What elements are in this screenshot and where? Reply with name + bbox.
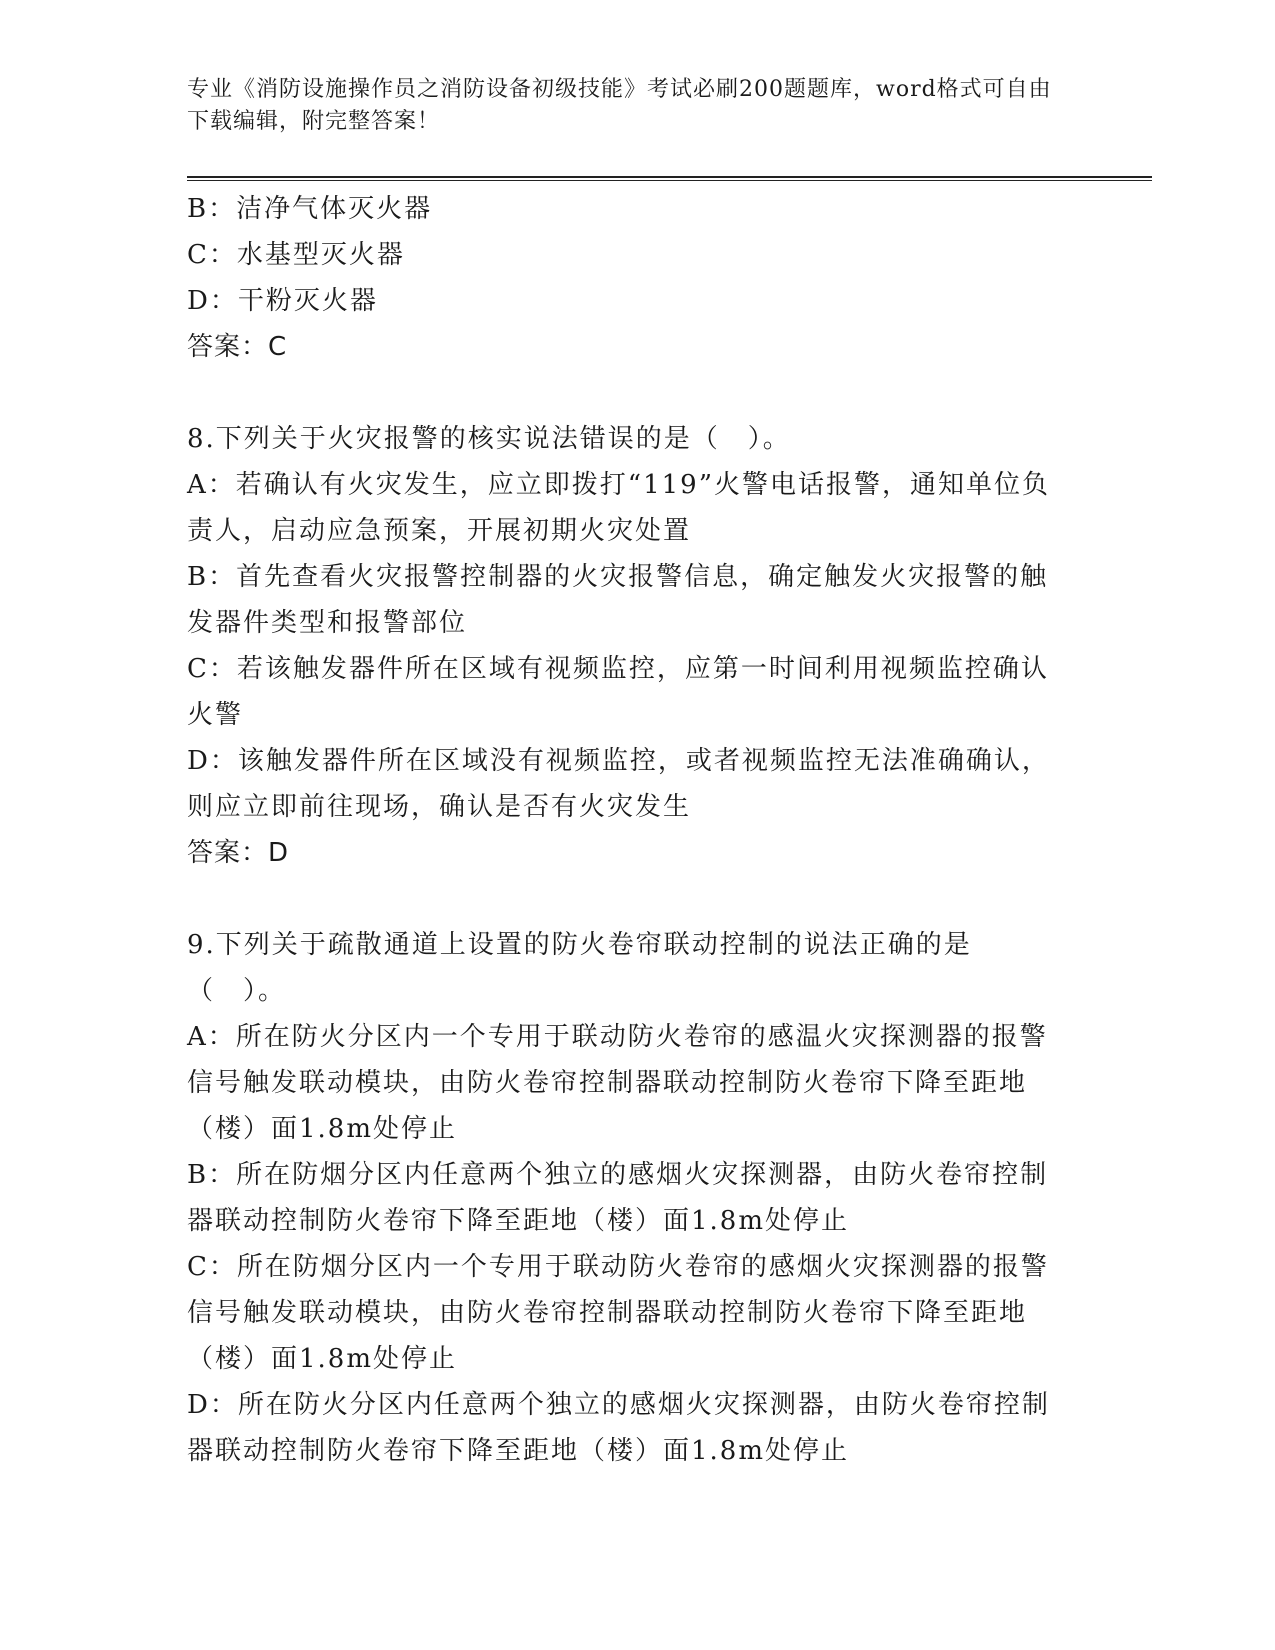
question-9 [187,922,1067,1474]
q9-stem: 9.下列关于疏散通道上设置的防火卷帘联动控制的说法正确的是（ ）。 [187,930,972,1006]
spacer [187,876,1067,922]
q9-option-d: D：所在防火分区内任意两个独立的感烟火灾探测器，由防火卷帘控制器联动控制防火卷帘下降至距地（楼）面1.8m处停止 [187,1390,1050,1466]
q7-option-b: B：洁净气体灭火器 [187,194,433,224]
q9-option-b: B：所在防烟分区内任意两个独立的感烟火灾探测器，由防火卷帘控制器联动控制防火卷帘下降至距地（楼）面1.8m处停止 [187,1160,1049,1236]
q8-option-c: C：若该触发器件所在区域有视频监控，应第一时间利用视频监控确认火警 [187,654,1049,730]
header-divider [187,176,1152,181]
q7-option-d: D：干粉灭火器 [187,286,378,316]
question-8 [187,416,1067,876]
q8-stem: 8.下列关于火灾报警的核实说法错误的是（ ）。 [187,424,791,454]
header-title: 专业《消防设施操作员之消防设备初级技能》考试必刷200题题库，word格式可自由下载编辑，附完整答案！ [187,77,1052,134]
q8-option-a: A：若确认有火灾发生，应立即拨打“119”火警电话报警，通知单位负责人，启动应急预案，开展初期火灾处置 [187,470,1050,546]
q8-answer: 答案：D [187,838,290,868]
spacer [187,370,1067,416]
q9-option-c: C：所在防烟分区内一个专用于联动防火卷帘的感烟火灾探测器的报警信号触发联动模块，由防火卷帘控制器联动控制防火卷帘下降至距地（楼）面1.8m处停止 [187,1252,1049,1374]
page-header [187,74,1067,138]
question-7-tail [187,186,1067,370]
q8-option-d: D：该触发器件所在区域没有视频监控，或者视频监控无法准确确认，则应立即前往现场，确认是否有火灾发生 [187,746,1050,822]
document-body [187,186,1067,1474]
q7-answer: 答案：C [187,332,288,362]
q8-option-b: B：首先查看火灾报警控制器的火灾报警信息，确定触发火灾报警的触发器件类型和报警部位 [187,562,1049,638]
q7-option-c: C：水基型灭火器 [187,240,405,270]
q9-option-a: A：所在防火分区内一个专用于联动防火卷帘的感温火灾探测器的报警信号触发联动模块，由防火卷帘控制器联动控制防火卷帘下降至距地（楼）面1.8m处停止 [187,1022,1048,1144]
